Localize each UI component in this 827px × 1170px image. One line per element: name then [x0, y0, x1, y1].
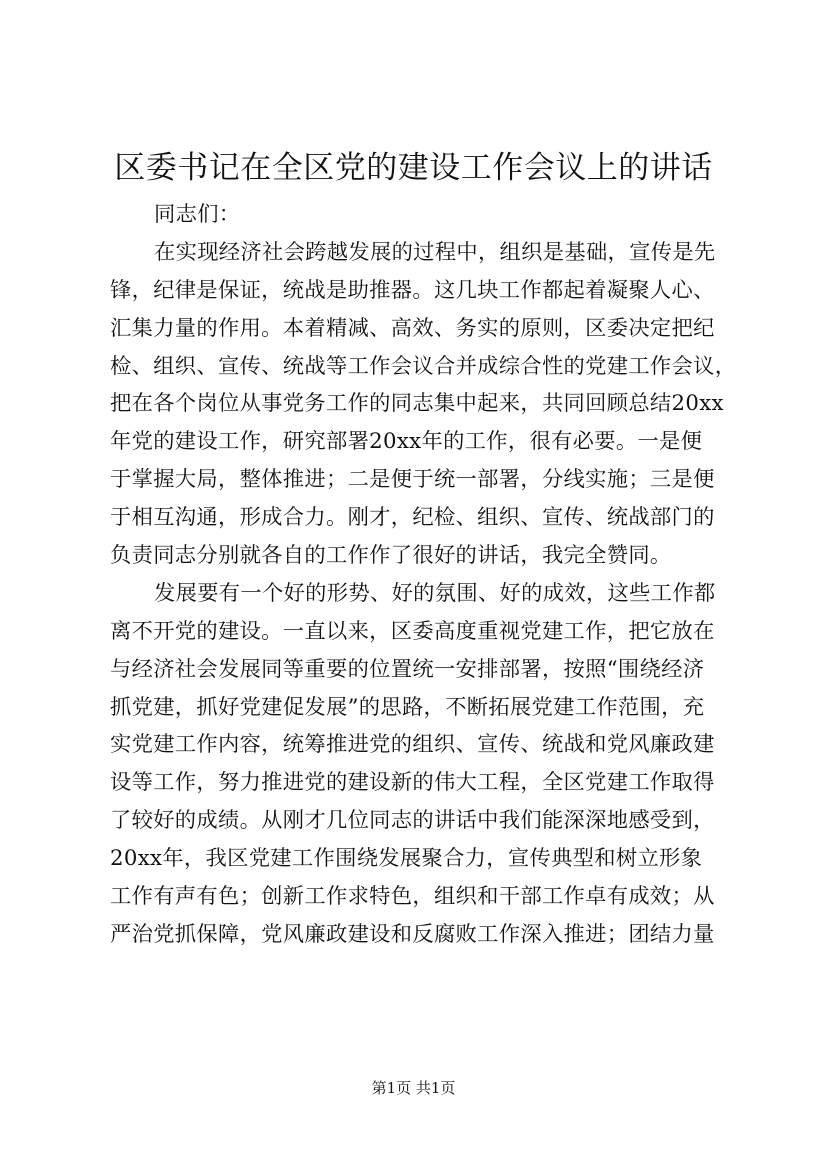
- text-line: 抓党建，抓好党建促发展”的思路，不断拓展党建工作范围，充: [110, 694, 705, 720]
- text-line: 实党建工作内容，统筹推进党的组织、宣传、统战和党风廉政建: [110, 732, 715, 758]
- text-line: 于相互沟通，形成合力。刚才，纪检、组织、宣传、统战部门的: [110, 505, 715, 531]
- document-body: [110, 196, 737, 954]
- text-line: 在实现经济社会跨越发展的过程中，组织是基础，宣传是先: [154, 239, 716, 265]
- text-line: 工作有声有色；创新工作求特色，组织和干部工作卓有成效；从: [110, 884, 715, 910]
- text-line: 离不开党的建设。一直以来，区委高度重视党建工作，把它放在: [110, 618, 715, 644]
- text-line: 同志们：: [154, 202, 241, 227]
- page-footer: 第1页 共1页: [371, 1079, 456, 1097]
- text-line: 汇集力量的作用。本着精减、高效、务实的原则，区委决定把纪: [110, 315, 715, 341]
- text-line: 严治党抓保障，党风廉政建设和反腐败工作深入推进；团结力量: [110, 921, 715, 947]
- text-line: 设等工作，努力推进党的建设新的伟大工程，全区党建工作取得: [110, 770, 715, 796]
- text-line: 把在各个岗位从事党务工作的同志集中起来，共同回顾总结20xx: [110, 391, 724, 417]
- text-line: 检、组织、宣传、统战等工作会议合并成综合性的党建工作会议，: [110, 353, 737, 379]
- text-line: 锋，纪律是保证，统战是助推器。这几块工作都起着凝聚人心、: [110, 277, 715, 303]
- text-line: 与经济社会发展同等重要的位置统一安排部署，按照“围绕经济: [110, 656, 705, 682]
- text-line: 了较好的成绩。从刚才几位同志的讲话中我们能深深地感受到，: [110, 808, 715, 834]
- text-line: 负责同志分别就各自的工作作了很好的讲话，我完全赞同。: [110, 543, 672, 569]
- text-line: 发展要有一个好的形势、好的氛围、好的成效，这些工作都: [154, 580, 716, 606]
- text-line: 20xx年，我区党建工作围绕发展聚合力，宣传典型和树立形象: [110, 846, 703, 872]
- page-title: 区委书记在全区党的建设工作会议上的讲话: [114, 150, 713, 186]
- text-line: 年党的建设工作，研究部署20xx年的工作，很有必要。一是便: [110, 429, 703, 455]
- text-line: 于掌握大局，整体推进；二是便于统一部署，分线实施；三是便: [110, 467, 715, 493]
